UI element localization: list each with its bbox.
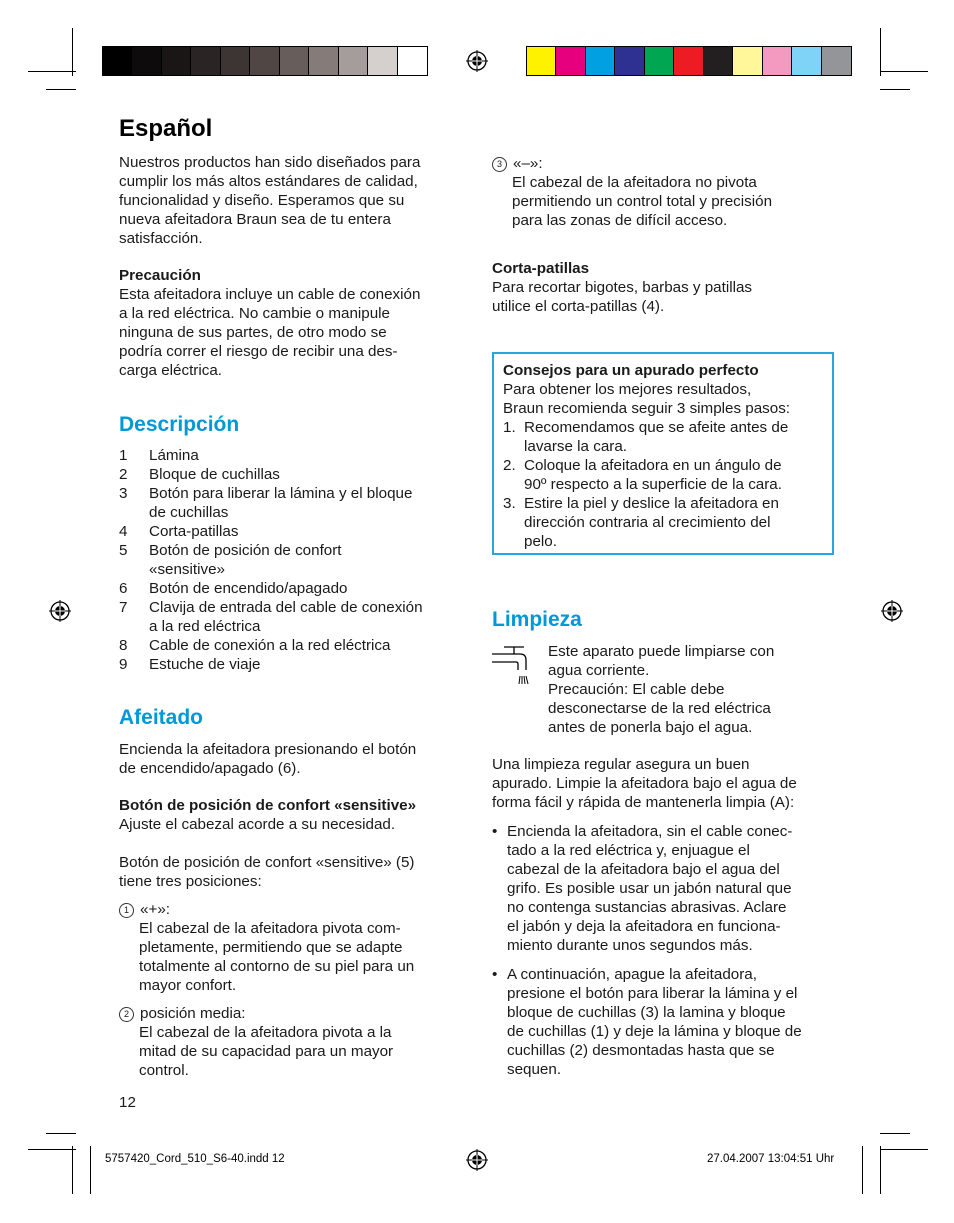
sensitive-paragraph <box>119 815 395 834</box>
list-item-text <box>149 579 347 598</box>
text-line: A continuación, apague la afeitadora, <box>507 966 757 983</box>
circled-number-2-icon: 2 <box>119 1007 134 1022</box>
color-swatch <box>733 47 762 75</box>
position-3-label: «–»: <box>513 155 543 172</box>
text-line: pelo. <box>524 533 557 550</box>
list-item-text <box>524 456 782 494</box>
position-1-item <box>119 900 414 995</box>
section-title-cleaning: Limpieza <box>492 608 582 631</box>
text-line: de cuchillas (1) y deje la lámina y bloque de <box>507 1023 802 1040</box>
gray-color-bar <box>102 46 428 76</box>
crop-mark <box>28 71 76 72</box>
color-swatch <box>763 47 792 75</box>
list-marker: 3 <box>119 485 128 502</box>
text-line: El cabezal de la afeitadora no pivota <box>512 174 757 191</box>
text-line: forma fácil y rápida de mantenerla limpia (A): <box>492 794 795 811</box>
cleaning-bullet-item <box>492 965 802 1079</box>
text-line: Este aparato puede limpiarse con <box>548 643 775 660</box>
list-marker: 9 <box>119 656 128 673</box>
list-item-text <box>149 522 238 541</box>
text-line: Encienda la afeitadora, sin el cable conec- <box>507 823 793 840</box>
list-item-text <box>149 636 390 655</box>
text-line: Corta-patillas <box>149 523 239 540</box>
text-line: Nuestros productos han sido diseñados para <box>119 154 421 171</box>
position-3-text <box>492 173 772 230</box>
text-line: no contenga sustancias abrasivas. Aclare <box>507 899 787 916</box>
text-line: a la red eléctrica <box>149 618 261 635</box>
text-line: apurado. Limpie la afeitadora bajo el agua de <box>492 775 797 792</box>
description-list-item <box>119 522 423 541</box>
description-list <box>119 446 423 674</box>
color-swatch <box>398 47 427 75</box>
list-item-text <box>149 655 260 674</box>
list-item-text <box>149 465 280 484</box>
text-line: ninguna de sus partes, de otro modo se <box>119 324 387 341</box>
text-line: para las zonas de difícil acceso. <box>512 212 728 229</box>
positions-intro-paragraph <box>119 853 415 891</box>
text-line: Botón de posición de confort <box>149 542 342 559</box>
description-list-item <box>119 541 423 579</box>
description-list-item <box>119 465 423 484</box>
text-line: desconectarse de la red eléctrica <box>548 700 771 717</box>
list-marker: 2 <box>119 466 128 483</box>
caution-heading: Precaución <box>119 267 201 284</box>
text-line: funcionalidad y diseño. Esperamos que su <box>119 192 405 209</box>
text-line: pletamente, permitiendo que se adapte <box>139 939 403 956</box>
tips-list-item <box>503 456 788 494</box>
text-line: utilice el corta-patillas (4). <box>492 298 665 315</box>
text-line: nueva afeitadora Braun sea de tu entera <box>119 211 391 228</box>
color-swatch <box>339 47 368 75</box>
color-swatch <box>527 47 556 75</box>
text-line: Botón de posición de confort «sensitive» (5) <box>119 854 415 871</box>
registration-mark-icon <box>881 600 903 622</box>
list-marker: 3. <box>503 495 516 512</box>
crop-mark <box>880 1133 910 1134</box>
list-item-text <box>507 822 792 955</box>
list-marker: 4 <box>119 523 128 540</box>
color-swatch <box>191 47 220 75</box>
tips-box <box>492 352 834 555</box>
description-list-item <box>119 636 423 655</box>
process-color-bar <box>526 46 852 76</box>
list-marker: 1 <box>119 447 128 464</box>
crop-mark <box>46 89 76 90</box>
circled-number-3-icon: 3 <box>492 157 507 172</box>
text-line: Coloque la afeitadora en un ángulo de <box>524 457 782 474</box>
position-1-text <box>119 919 414 995</box>
color-swatch <box>221 47 250 75</box>
crop-mark <box>880 1149 928 1150</box>
text-line: Encienda la afeitadora presionando el botón <box>119 741 417 758</box>
text-line: Botón de encendido/apagado <box>149 580 348 597</box>
crop-mark <box>72 1146 73 1194</box>
tips-list <box>503 418 788 551</box>
tips-heading: Consejos para un apurado perfecto <box>503 362 759 379</box>
color-swatch <box>309 47 338 75</box>
color-swatch <box>704 47 733 75</box>
text-line: el jabón y deja la afeitadora en funciona- <box>507 918 781 935</box>
position-1-label: «+»: <box>140 901 170 918</box>
crop-mark <box>72 28 73 76</box>
text-line: dirección contraria al crecimiento del <box>524 514 771 531</box>
color-swatch <box>162 47 191 75</box>
list-marker: 5 <box>119 542 128 559</box>
registration-mark-icon <box>49 600 71 622</box>
list-marker: 6 <box>119 580 128 597</box>
text-line: presione el botón para liberar la lámina y el <box>507 985 798 1002</box>
text-line: Bloque de cuchillas <box>149 466 280 483</box>
text-line: Braun recomienda seguir 3 simples pasos: <box>503 400 791 417</box>
list-marker: • <box>492 966 498 983</box>
list-marker: 8 <box>119 637 128 654</box>
text-line: bloque de cuchillas (3) la lamina y bloque <box>507 1004 786 1021</box>
list-item-text <box>524 418 788 456</box>
text-line: El cabezal de la afeitadora pivota a la <box>139 1024 392 1041</box>
description-list-item <box>119 598 423 636</box>
tips-list-item <box>503 494 788 551</box>
crop-mark <box>880 71 928 72</box>
text-line: tiene tres posiciones: <box>119 873 262 890</box>
text-line: mayor confort. <box>139 977 237 994</box>
list-item-text <box>149 598 423 636</box>
tips-list-item <box>503 418 788 456</box>
text-line: miento durante unos segundos más. <box>507 937 753 954</box>
cleaning-bullets <box>492 822 802 1079</box>
crop-mark <box>90 1146 91 1194</box>
description-list-item <box>119 579 423 598</box>
text-line: antes de ponerla bajo el agua. <box>548 719 753 736</box>
color-swatch <box>792 47 821 75</box>
position-3-item <box>492 154 772 230</box>
color-swatch <box>822 47 851 75</box>
footer-file-info: 5757420_Cord_510_S6-40.indd 12 <box>105 1153 285 1165</box>
text-line: Una limpieza regular asegura un buen <box>492 756 750 773</box>
text-line: carga eléctrica. <box>119 362 222 379</box>
position-2-text <box>119 1023 393 1080</box>
text-line: cabezal de la afeitadora bajo el agua del <box>507 861 780 878</box>
position-2-item <box>119 1004 393 1080</box>
trimmer-paragraph <box>492 278 752 316</box>
text-line: agua corriente. <box>548 662 650 679</box>
color-swatch <box>674 47 703 75</box>
cleaning-warning-text <box>548 642 774 737</box>
text-line: de cuchillas <box>149 504 229 521</box>
description-list-item <box>119 446 423 465</box>
color-swatch <box>280 47 309 75</box>
crop-mark <box>880 28 881 76</box>
text-line: «sensitive» <box>149 561 225 578</box>
text-line: de encendido/apagado (6). <box>119 760 301 777</box>
text-line: control. <box>139 1062 189 1079</box>
color-swatch <box>645 47 674 75</box>
text-line: a la red eléctrica. No cambie o manipule <box>119 305 390 322</box>
water-tap-icon <box>490 644 538 688</box>
text-line: Precaución: El cable debe <box>548 681 725 698</box>
text-line: tado a la red eléctrica y, enjuague el <box>507 842 750 859</box>
text-line: Para recortar bigotes, barbas y patillas <box>492 279 753 296</box>
text-line: podría correr el riesgo de recibir una des- <box>119 343 398 360</box>
color-swatch <box>556 47 585 75</box>
text-line: lavarse la cara. <box>524 438 627 455</box>
text-line: satisfacción. <box>119 230 203 247</box>
text-line: sequen. <box>507 1061 562 1078</box>
text-line: Cable de conexión a la red eléctrica <box>149 637 391 654</box>
color-swatch <box>132 47 161 75</box>
list-item-text <box>507 965 802 1079</box>
text-line: Botón para liberar la lámina y el bloque <box>149 485 413 502</box>
text-line: Lámina <box>149 447 199 464</box>
crop-mark <box>880 1146 881 1194</box>
position-2-label: posición media: <box>140 1005 246 1022</box>
text-line: 90º respecto a la superficie de la cara. <box>524 476 782 493</box>
list-marker: 2. <box>503 457 516 474</box>
color-swatch <box>615 47 644 75</box>
text-line: Recomendamos que se afeite antes de <box>524 419 789 436</box>
text-line: Clavija de entrada del cable de conexión <box>149 599 423 616</box>
crop-mark <box>46 1133 76 1134</box>
text-line: El cabezal de la afeitadora pivota com- <box>139 920 401 937</box>
color-swatch <box>103 47 132 75</box>
list-item-text <box>149 446 199 465</box>
list-item-text <box>149 541 342 579</box>
list-marker: • <box>492 823 498 840</box>
registration-mark-icon <box>466 50 488 72</box>
text-line: Esta afeitadora incluye un cable de conexión <box>119 286 421 303</box>
crop-mark <box>28 1149 76 1150</box>
trimmer-heading: Corta-patillas <box>492 260 590 277</box>
caution-paragraph <box>119 285 420 380</box>
cleaning-paragraph <box>492 755 797 812</box>
text-line: cuchillas (2) desmontadas hasta que se <box>507 1042 775 1059</box>
text-line: totalmente al contorno de su piel para un <box>139 958 415 975</box>
text-line: grifo. Es posible usar un jabón natural que <box>507 880 792 897</box>
text-line: permitiendo un control total y precisión <box>512 193 773 210</box>
list-marker: 1. <box>503 419 516 436</box>
footer-datetime: 27.04.2007 13:04:51 Uhr <box>707 1153 835 1165</box>
text-line: mitad de su capacidad para un mayor <box>139 1043 394 1060</box>
text-line: cumplir los más altos estándares de calidad, <box>119 173 418 190</box>
section-title-shaving: Afeitado <box>119 706 203 729</box>
list-item-text <box>149 484 412 522</box>
shaving-paragraph <box>119 740 416 778</box>
tips-intro <box>503 380 790 418</box>
color-swatch <box>250 47 279 75</box>
list-item-text <box>524 494 779 551</box>
registration-mark-icon <box>466 1149 488 1171</box>
text-line: Ajuste el cabezal acorde a su necesidad. <box>119 816 396 833</box>
page-number: 12 <box>119 1094 136 1111</box>
color-swatch <box>586 47 615 75</box>
intro-paragraph <box>119 153 420 248</box>
list-marker: 7 <box>119 599 128 616</box>
crop-mark <box>862 1146 863 1194</box>
description-list-item <box>119 484 423 522</box>
cleaning-bullet-item <box>492 822 802 955</box>
text-line: Estuche de viaje <box>149 656 261 673</box>
section-title-description: Descripción <box>119 413 240 436</box>
text-line: Para obtener los mejores resultados, <box>503 381 752 398</box>
color-swatch <box>368 47 397 75</box>
page-title: Español <box>119 115 213 142</box>
text-line: Estire la piel y deslice la afeitadora en <box>524 495 779 512</box>
sensitive-heading: Botón de posición de confort «sensitive» <box>119 797 417 814</box>
description-list-item <box>119 655 423 674</box>
crop-mark <box>880 89 910 90</box>
circled-number-1-icon: 1 <box>119 903 134 918</box>
